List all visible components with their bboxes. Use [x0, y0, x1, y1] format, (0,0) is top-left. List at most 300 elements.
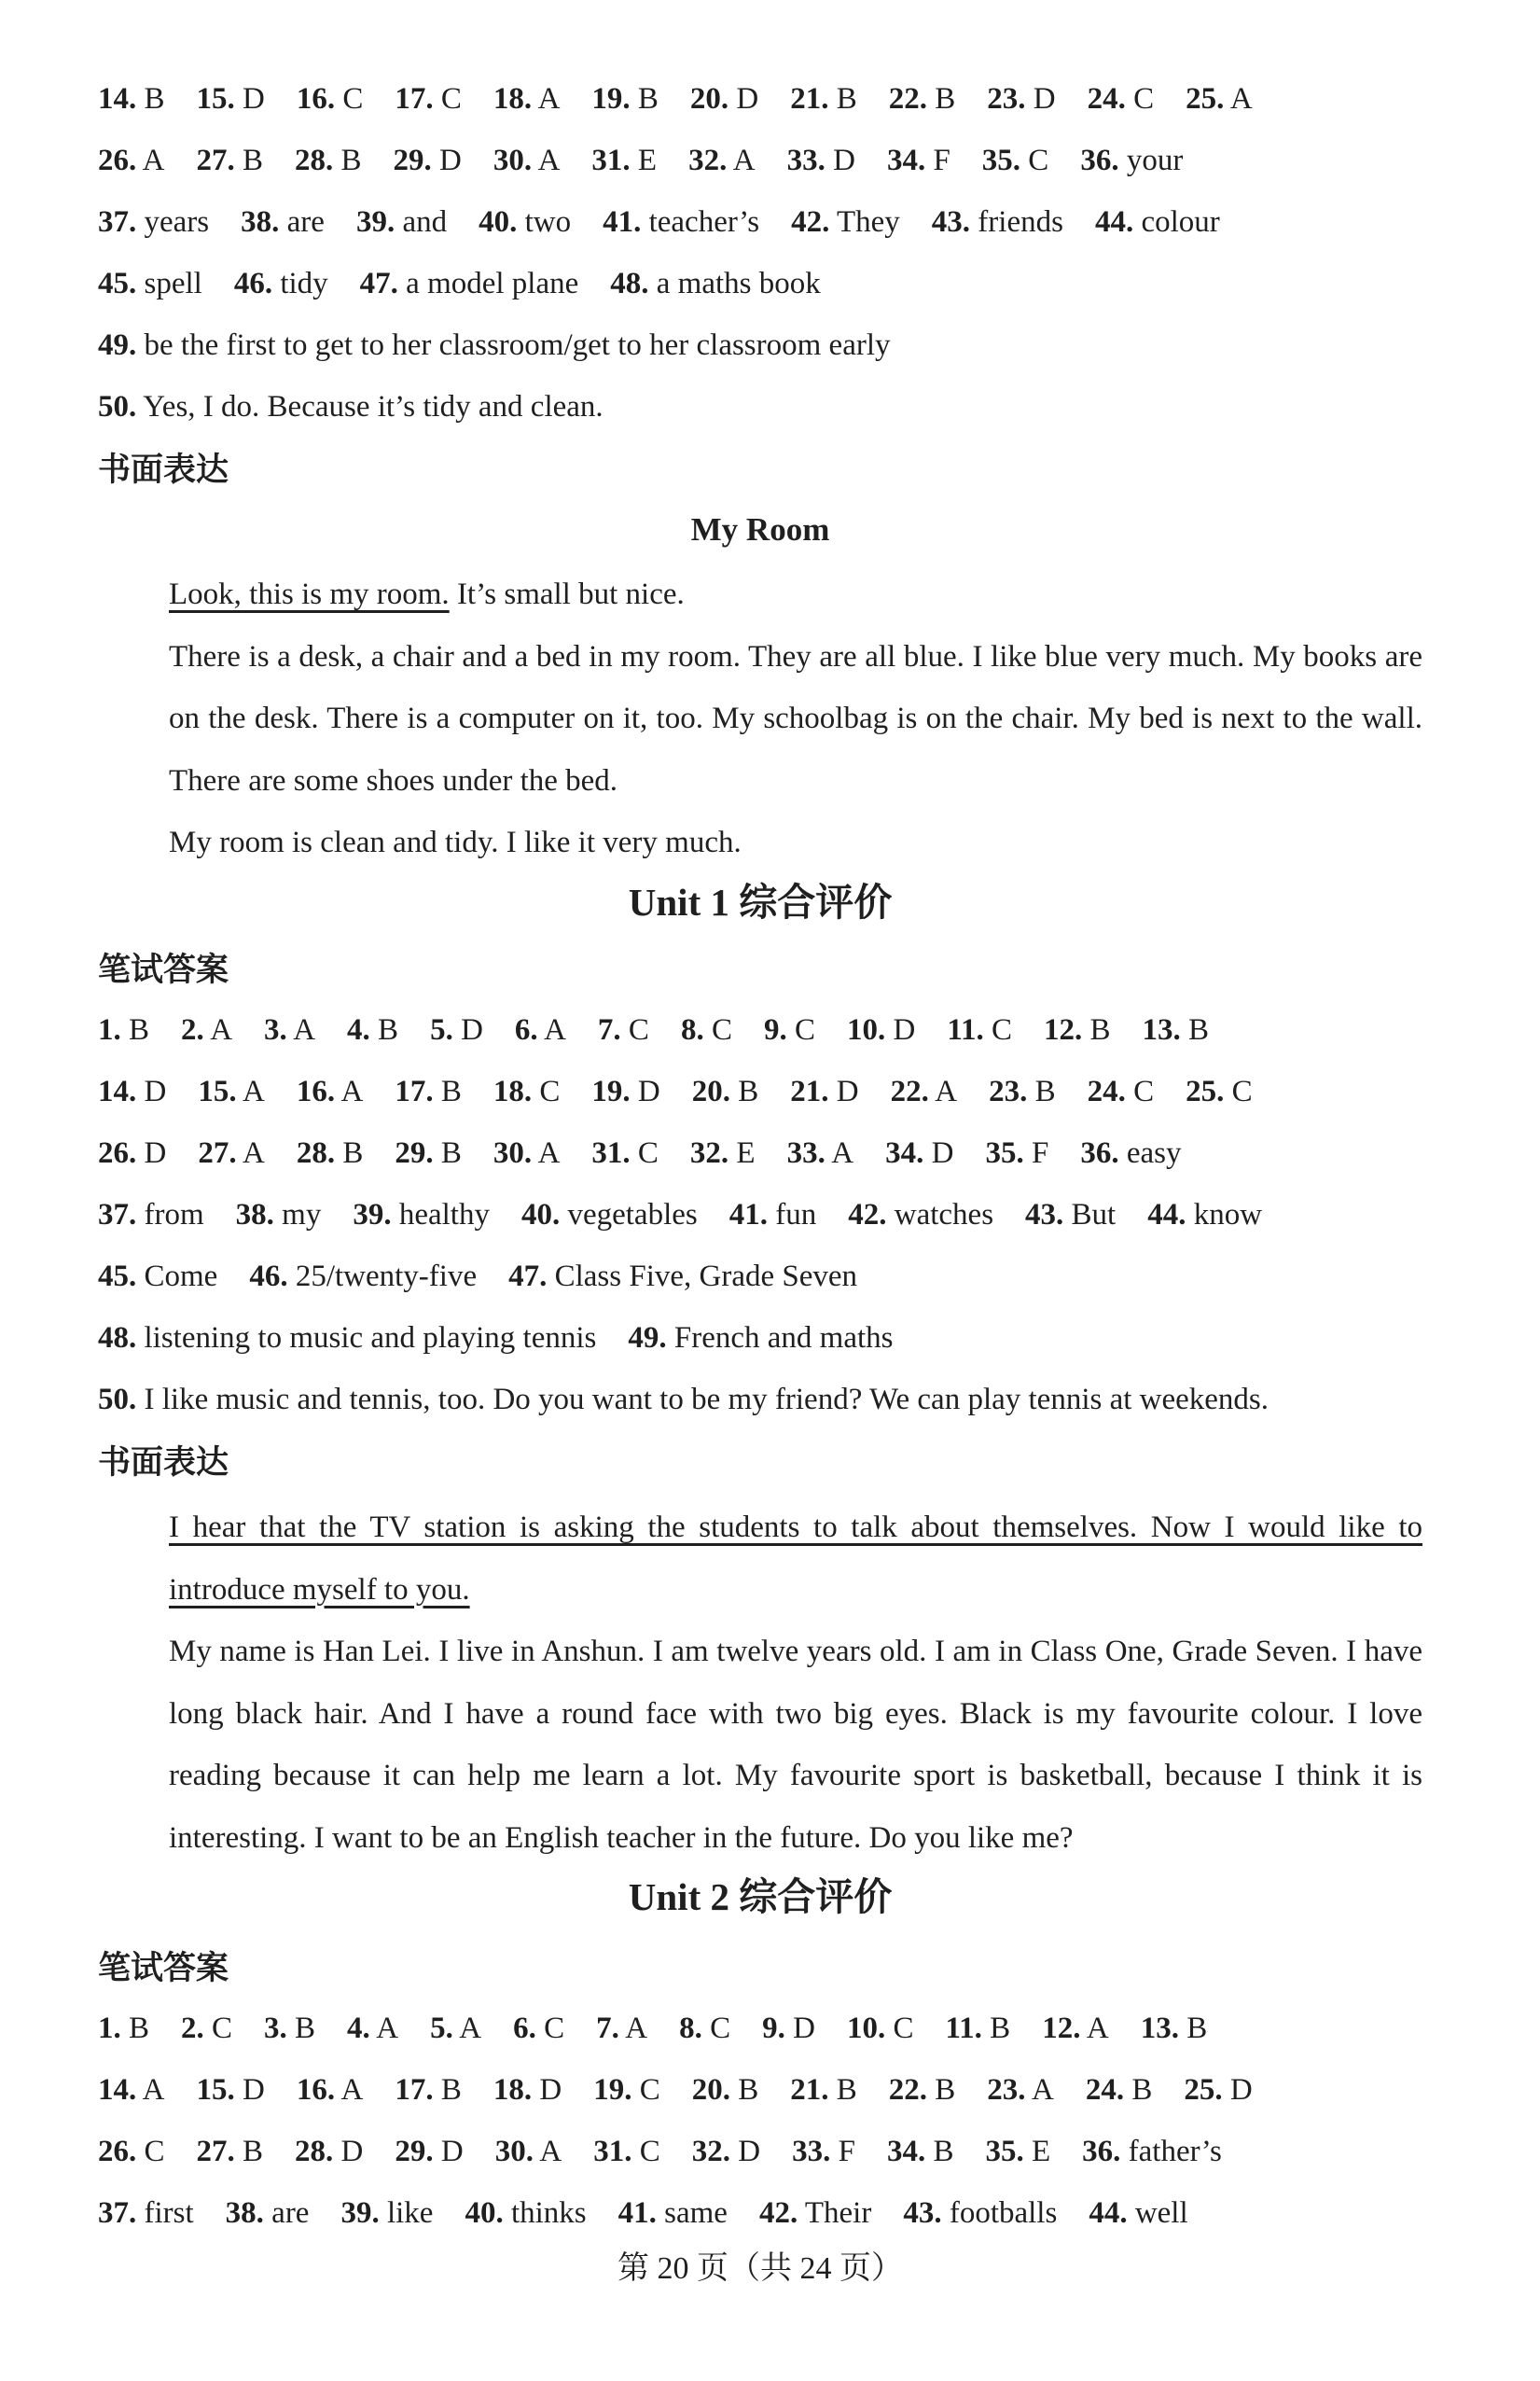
question-number: 20. — [689, 82, 729, 116]
answer-item — [688, 142, 756, 179]
question-number: 21. — [790, 2073, 829, 2107]
answer-item — [790, 1073, 858, 1110]
question-number: 31. — [591, 1136, 631, 1170]
answer-row — [98, 327, 923, 364]
answer-text: A — [532, 82, 561, 116]
answer-item — [394, 142, 462, 179]
answer-text: A — [136, 144, 165, 177]
answer-item — [508, 1258, 857, 1295]
answer-text: same — [656, 2196, 728, 2230]
answer-text: teacher’s — [641, 205, 760, 239]
answer-text: C — [630, 1136, 659, 1170]
answer-row — [98, 1135, 1213, 1172]
answer-item — [1088, 1073, 1155, 1110]
answer-item — [297, 1135, 364, 1172]
answer-row — [98, 2071, 1284, 2109]
answer-item — [295, 142, 362, 179]
answer-item — [847, 2010, 914, 2047]
answer-text: C — [631, 2073, 660, 2107]
answer-text: A — [236, 1075, 265, 1108]
answer-text: B — [433, 1136, 462, 1170]
question-number: 36. — [1082, 2135, 1121, 2168]
question-number: 23. — [989, 1075, 1028, 1108]
answer-item — [1042, 2010, 1109, 2047]
answer-item — [790, 2071, 857, 2109]
question-number: 14. — [98, 82, 137, 116]
question-number: 50. — [98, 1383, 137, 1416]
question-number: 45. — [98, 1260, 137, 1293]
answer-text: B — [120, 2012, 150, 2045]
answer-item — [98, 1011, 149, 1049]
answer-item — [989, 1073, 1056, 1110]
answer-text: colour — [1133, 205, 1220, 239]
question-number: 19. — [593, 2073, 632, 2107]
question-number: 26. — [98, 2135, 137, 2168]
question-number: 46. — [249, 1260, 288, 1293]
question-number: 34. — [885, 1136, 924, 1170]
answer-item — [395, 2071, 462, 2109]
answer-item — [692, 2071, 759, 2109]
question-number: 39. — [353, 1198, 392, 1232]
question-number: 44. — [1089, 2196, 1128, 2230]
answer-text: A — [136, 2073, 165, 2107]
answer-text: A — [532, 1136, 561, 1170]
question-number: 12. — [1042, 2012, 1081, 2045]
answer-item — [493, 80, 561, 118]
answer-text: listening to music and playing tennis — [136, 1321, 597, 1355]
answer-item — [790, 80, 857, 118]
question-number: 33. — [786, 144, 825, 177]
question-number: 17. — [395, 1075, 434, 1108]
question-number: 3. — [264, 1013, 287, 1047]
question-number: 38. — [225, 2196, 264, 2230]
question-number: 37. — [98, 2196, 137, 2230]
question-number: 21. — [790, 82, 829, 116]
answer-text: C — [1020, 144, 1049, 177]
answer-item — [98, 1319, 596, 1357]
question-number: 17. — [395, 82, 434, 116]
answer-text: C — [532, 1075, 561, 1108]
answer-row — [98, 1196, 1294, 1233]
answer-item — [297, 1073, 364, 1110]
answer-item — [603, 203, 759, 241]
answer-text: easy — [1118, 1136, 1182, 1170]
question-number: 9. — [762, 2012, 785, 2045]
question-number: 10. — [846, 2012, 886, 2045]
question-number: 25. — [1186, 1075, 1225, 1108]
answer-text: D — [728, 82, 759, 116]
answer-item — [226, 2194, 310, 2232]
question-number: 24. — [1087, 1075, 1126, 1108]
answer-item — [98, 203, 209, 241]
answer-text: B — [828, 2073, 857, 2107]
question-number: 48. — [610, 267, 649, 300]
question-number: 37. — [98, 205, 137, 239]
question-number: 38. — [235, 1198, 274, 1232]
paragraph-text: It’s small but nice. — [449, 578, 685, 611]
writing-heading: 书面表达 — [98, 452, 229, 489]
question-number: 38. — [241, 205, 280, 239]
answer-text: C — [620, 1013, 649, 1047]
answer-text: B — [234, 144, 264, 177]
answer-item — [1095, 203, 1220, 241]
answer-text: watches — [886, 1198, 994, 1232]
question-number: 28. — [296, 1136, 336, 1170]
answer-item — [98, 2010, 149, 2047]
question-number: 40. — [520, 1198, 561, 1232]
answer-row — [98, 2194, 1220, 2232]
answer-item — [197, 80, 265, 118]
answer-item — [787, 1135, 854, 1172]
answer-text: B — [730, 1075, 759, 1108]
answer-text: B — [234, 2135, 264, 2168]
answer-text: F — [830, 2135, 855, 2168]
answer-item — [98, 80, 165, 118]
question-number: 18. — [493, 82, 533, 116]
answer-text: C — [535, 2012, 565, 2045]
answer-text: A — [1025, 2073, 1054, 2107]
answer-text: B — [286, 2012, 316, 2045]
answer-text: E — [630, 144, 658, 177]
answer-text: well — [1127, 2196, 1188, 2230]
answer-text: two — [517, 205, 572, 239]
answer-text: D — [730, 2135, 761, 2168]
paragraph-text: My name is Han Lei. I live in Anshun. I am twelve years old. I am in Class One, Grade Seven. I have long black hair. And I have a round face with two big eyes. Black is my favourite colour. I love reading because it can help me learn a lot. My favourite sport is basketball, because I think it is interesting. I want to be an English teacher in the future. Do you like me? — [169, 1635, 1422, 1855]
answer-text: C — [983, 1013, 1013, 1047]
answer-text: C — [786, 1013, 815, 1047]
essay-paragraph — [98, 564, 1422, 874]
answer-item — [618, 2194, 728, 2232]
question-number: 18. — [493, 2073, 533, 2107]
answer-row — [98, 1073, 1284, 1110]
answer-row — [98, 1011, 1241, 1049]
question-number: 44. — [1147, 1198, 1186, 1232]
answer-item — [98, 265, 202, 302]
answer-text: D — [825, 144, 855, 177]
answer-text: your — [1118, 144, 1184, 177]
answer-item — [847, 1011, 915, 1049]
page-number: 第 20 页（共 24 页） — [617, 2251, 903, 2286]
answer-item — [889, 80, 956, 118]
answer-item — [236, 1196, 322, 1233]
writing-heading: 书面表达 — [98, 1444, 229, 1482]
question-number: 47. — [359, 267, 398, 300]
answer-text: C — [335, 82, 364, 116]
question-number: 42. — [791, 205, 830, 239]
answer-text: D — [532, 2073, 562, 2107]
answer-item — [360, 265, 579, 302]
answer-text: B — [828, 82, 857, 116]
answers-heading: 笔试答案 — [98, 952, 229, 989]
answer-text: F — [1023, 1136, 1049, 1170]
answer-item — [945, 2010, 1010, 2047]
answer-row — [98, 2010, 1239, 2047]
answer-row — [98, 80, 1284, 118]
answer-item — [591, 142, 657, 179]
answer-row — [98, 265, 853, 302]
answer-item — [493, 1135, 561, 1172]
answer-item — [791, 203, 900, 241]
answer-item — [762, 2010, 815, 2047]
answer-item — [792, 2133, 855, 2170]
answer-text: A — [928, 1075, 958, 1108]
answer-item — [591, 1135, 659, 1172]
answer-text: B — [433, 2073, 462, 2107]
answer-text: B — [1027, 1075, 1056, 1108]
question-number: 43. — [931, 205, 971, 239]
question-number: 25. — [1184, 2073, 1223, 2107]
answer-item — [515, 1011, 566, 1049]
question-number: 24. — [1085, 2073, 1125, 2107]
answer-item — [98, 1073, 166, 1110]
answer-item — [197, 2071, 265, 2109]
answer-text: 25/twenty-five — [287, 1260, 478, 1293]
answer-item — [1086, 2071, 1153, 2109]
answer-text: A — [236, 1136, 265, 1170]
answer-item — [591, 1073, 659, 1110]
answer-item — [493, 142, 561, 179]
answer-item — [493, 2071, 562, 2109]
question-number: 39. — [355, 205, 395, 239]
question-number: 18. — [493, 1075, 533, 1108]
question-number: 8. — [680, 1013, 704, 1047]
answer-item — [98, 142, 165, 179]
answer-text: B — [136, 82, 165, 116]
answer-text: A — [618, 2012, 648, 2045]
answer-text: B — [630, 82, 659, 116]
paragraph-text: There is a desk, a chair and a bed in my room. They are all blue. I like blue very much. My books are on the desk. There is a computer on it, too. My schoolbag is on the chair. My bed is next to the wall. There are some shoes under the bed. — [169, 639, 1422, 798]
answer-text: A — [203, 1013, 233, 1047]
answer-text: A — [825, 1136, 854, 1170]
answer-item — [690, 1135, 756, 1172]
answer-text: F — [925, 144, 950, 177]
answer-item — [353, 1196, 490, 1233]
answer-item — [198, 1135, 265, 1172]
question-number: 32. — [691, 2135, 730, 2168]
question-number: 39. — [340, 2196, 380, 2230]
answer-item — [430, 2010, 481, 2047]
question-number: 43. — [1025, 1198, 1064, 1232]
answer-text: But — [1063, 1198, 1117, 1232]
question-number: 3. — [264, 2012, 287, 2045]
answer-item — [764, 1011, 815, 1049]
answer-text: A — [286, 1013, 316, 1047]
answer-row — [98, 1258, 889, 1295]
answer-text: thinks — [503, 2196, 587, 2230]
answer-text: I like music and tennis, too. Do you want to be my friend? We can play tennis at weekends. — [136, 1383, 1269, 1416]
answer-item — [295, 2133, 363, 2170]
question-number: 5. — [430, 2012, 453, 2045]
question-number: 50. — [98, 390, 137, 424]
answer-text: know — [1186, 1198, 1263, 1232]
answer-item — [681, 1011, 732, 1049]
question-number: 4. — [347, 1013, 370, 1047]
answer-row — [98, 1319, 924, 1357]
answer-item — [98, 327, 891, 364]
question-number: 5. — [430, 1013, 453, 1047]
answer-item — [848, 1196, 993, 1233]
question-number: 2. — [181, 1013, 204, 1047]
question-number: 1. — [98, 1013, 121, 1047]
answer-text: first — [136, 2196, 194, 2230]
answer-text: B — [1180, 1013, 1210, 1047]
answer-text: spell — [136, 267, 202, 300]
answer-text: A — [369, 2012, 399, 2045]
answer-item — [1143, 1011, 1210, 1049]
answer-item — [692, 1073, 759, 1110]
answer-item — [297, 2071, 364, 2109]
answer-item — [596, 2010, 647, 2047]
question-number: 42. — [758, 2196, 798, 2230]
answer-item — [347, 1011, 398, 1049]
answer-item — [1044, 1011, 1111, 1049]
question-number: 28. — [295, 2135, 334, 2168]
answer-item — [885, 1135, 953, 1172]
answer-text: C — [1224, 1075, 1253, 1108]
question-number: 26. — [98, 144, 137, 177]
answer-item — [887, 2133, 954, 2170]
question-number: 16. — [296, 1075, 336, 1108]
question-number: 6. — [514, 1013, 538, 1047]
question-number: 49. — [98, 328, 137, 362]
question-number: 35. — [985, 2135, 1024, 2168]
question-number: 9. — [763, 1013, 787, 1047]
question-number: 41. — [617, 2196, 657, 2230]
answer-row — [98, 1381, 1300, 1418]
question-number: 35. — [981, 144, 1021, 177]
answer-text: Their — [798, 2196, 872, 2230]
answer-item — [98, 1135, 166, 1172]
answer-text: A — [1080, 2012, 1109, 2045]
answer-item — [98, 1258, 217, 1295]
question-number: 2. — [181, 2012, 204, 2045]
answer-item — [493, 1073, 561, 1110]
answer-text: B — [120, 1013, 150, 1047]
answer-text: They — [829, 205, 900, 239]
answer-item — [985, 2133, 1050, 2170]
question-number: 30. — [494, 2135, 534, 2168]
answer-text: B — [927, 82, 956, 116]
answer-text: D — [234, 2073, 265, 2107]
answer-item — [98, 1196, 204, 1233]
answer-item — [98, 2194, 194, 2232]
question-number: 20. — [691, 1075, 730, 1108]
question-number: 27. — [196, 2135, 235, 2168]
answer-text: C — [1125, 82, 1155, 116]
answer-text: be the first to get to her classroom/get to her classroom early — [136, 328, 891, 362]
answer-item — [198, 1073, 265, 1110]
question-number: 16. — [296, 2073, 336, 2107]
answer-text: D — [433, 2135, 464, 2168]
answer-text: C — [1125, 1075, 1155, 1108]
answer-text: C — [631, 2135, 660, 2168]
answer-item — [987, 2071, 1054, 2109]
question-number: 34. — [886, 144, 926, 177]
answer-text: tidy — [272, 267, 328, 300]
answer-item — [891, 1073, 958, 1110]
answer-item — [985, 1135, 1048, 1172]
question-number: 41. — [603, 205, 642, 239]
answer-item — [181, 1011, 232, 1049]
answer-item — [759, 2194, 871, 2232]
answer-text: fun — [768, 1198, 817, 1232]
question-number: 8. — [679, 2012, 702, 2045]
answer-text: Class Five, Grade Seven — [547, 1260, 858, 1293]
question-number: 32. — [688, 144, 728, 177]
question-number: 16. — [296, 82, 336, 116]
answer-text: years — [136, 205, 210, 239]
answer-text: D — [452, 1013, 483, 1047]
answer-text: B — [433, 1075, 462, 1108]
answer-item — [197, 142, 264, 179]
answer-item — [903, 2194, 1057, 2232]
answer-row — [98, 142, 1214, 179]
answer-item — [729, 1196, 817, 1233]
answer-text: B — [981, 2012, 1011, 2045]
answer-text: A — [533, 2135, 562, 2168]
answer-item — [692, 2133, 760, 2170]
question-number: 21. — [790, 1075, 829, 1108]
question-number: 19. — [591, 82, 631, 116]
answer-item — [1080, 142, 1183, 179]
answer-item — [98, 2071, 165, 2109]
answer-row — [98, 203, 1252, 241]
question-number: 20. — [691, 2073, 730, 2107]
answer-text: Yes, I do. Because it’s tidy and clean. — [136, 390, 604, 424]
answer-item — [1186, 1073, 1253, 1110]
question-number: 14. — [98, 1075, 137, 1108]
question-number: 29. — [393, 144, 432, 177]
answer-item — [181, 2010, 232, 2047]
answer-text: A — [452, 2012, 482, 2045]
question-number: 31. — [591, 144, 631, 177]
answer-text: A — [537, 1013, 566, 1047]
answer-text: Come — [136, 1260, 218, 1293]
answer-item — [264, 2010, 315, 2047]
essay-paragraph — [98, 1497, 1422, 1869]
question-number: 15. — [196, 2073, 235, 2107]
answer-item — [947, 1011, 1012, 1049]
answer-text: a model plane — [397, 267, 579, 300]
answer-text: D — [885, 1013, 916, 1047]
answer-item — [787, 142, 855, 179]
question-number: 30. — [493, 1136, 533, 1170]
answer-text: E — [1023, 2135, 1051, 2168]
answer-text: A — [1224, 82, 1253, 116]
answer-text: A — [727, 144, 756, 177]
answer-text: C — [136, 2135, 165, 2168]
question-number: 29. — [395, 2135, 434, 2168]
answer-item — [987, 80, 1055, 118]
question-number: 41. — [728, 1198, 768, 1232]
answer-item — [1184, 2071, 1252, 2109]
essay-title: My Room — [690, 511, 830, 548]
answer-item — [98, 1381, 1269, 1418]
question-number: 30. — [493, 144, 533, 177]
answer-text: B — [730, 2073, 759, 2107]
answer-item — [982, 142, 1049, 179]
section-title: Unit 2 综合评价 — [628, 1875, 893, 1918]
answer-item — [1186, 80, 1253, 118]
answer-item — [591, 80, 659, 118]
question-number: 4. — [347, 2012, 370, 2045]
answer-text: friends — [970, 205, 1063, 239]
answer-item — [610, 265, 820, 302]
answer-text: and — [395, 205, 448, 239]
answer-text: D — [136, 1136, 167, 1170]
answer-item — [1080, 1135, 1181, 1172]
answer-item — [593, 2133, 660, 2170]
